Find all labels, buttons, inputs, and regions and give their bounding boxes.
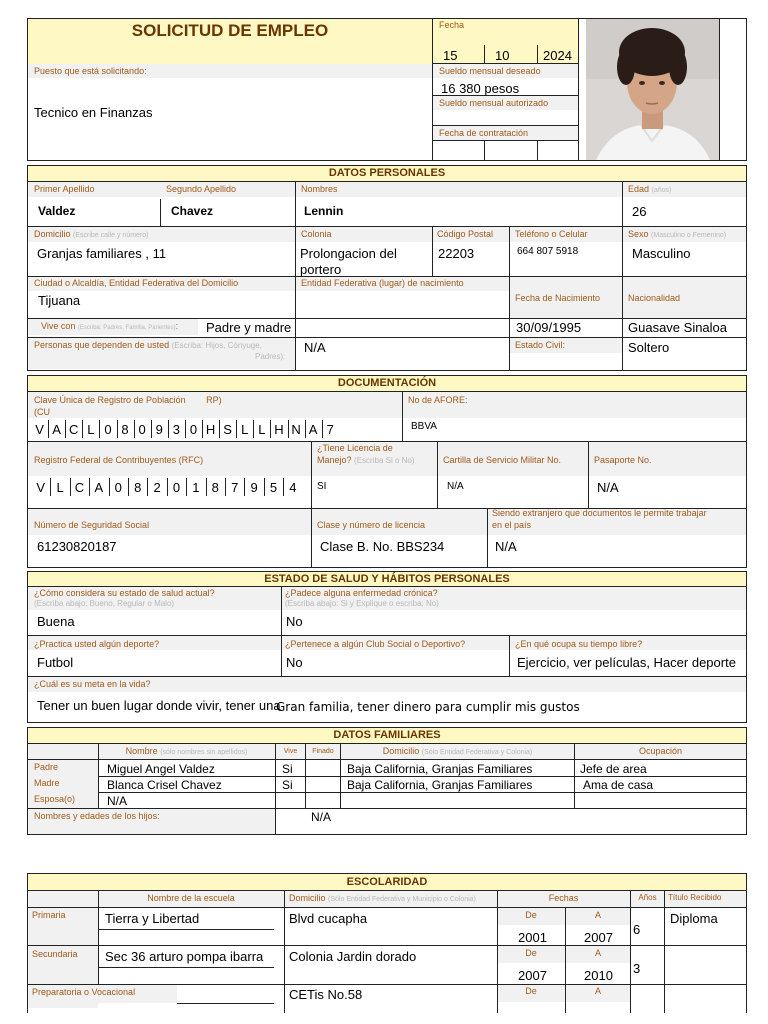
colonia-label: Colonia [301, 229, 332, 239]
char-divider [48, 420, 49, 438]
char-divider [167, 478, 168, 496]
curp-field[interactable] [33, 418, 403, 440]
rfc-field[interactable] [33, 476, 311, 508]
fecha-month[interactable]: 10 [495, 48, 510, 63]
tiempo-field[interactable]: Ejercicio, ver películas, Hacer deporte [517, 655, 736, 670]
vive-con-label: Vive con (Escriba: Padres, Familia, Parientes): [41, 321, 179, 331]
family-ocupacion-header: Ocupación [638, 746, 683, 756]
curp-char[interactable]: V [35, 422, 44, 437]
char-divider [288, 420, 289, 438]
curp-char[interactable]: 8 [121, 422, 129, 437]
char-divider [50, 478, 51, 496]
curp-char[interactable]: 9 [155, 422, 163, 437]
school-a-label: A [594, 986, 601, 996]
rfc-char[interactable]: 0 [114, 480, 122, 495]
curp-char[interactable]: N [291, 422, 301, 437]
primer-apellido-field[interactable]: Valdez [38, 204, 76, 218]
school-dom[interactable]: Blvd cucapha [289, 911, 368, 926]
afore-label: No de AFORE: [408, 395, 468, 405]
curp-char[interactable]: A [52, 422, 61, 437]
family-rel: Padre [34, 762, 59, 772]
meta-field-a[interactable]: Tener un buen lugar donde vivir, tener una [37, 698, 281, 713]
curp-char[interactable]: C [69, 422, 79, 437]
school-a-label: A [594, 910, 601, 920]
family-dom[interactable]: Baja California, Granjas Familiares [347, 762, 533, 776]
curp-char[interactable]: 0 [189, 422, 198, 437]
family-vive-header: Vive [283, 748, 298, 755]
afore-field[interactable]: BBVA [411, 421, 437, 432]
char-divider [99, 420, 100, 438]
ciudad-label: Ciudad o Alcaldía, Entidad Federativa del Domicilio [34, 278, 239, 288]
licencia-label-2: Manejo? (Escriba Si o No) [317, 455, 415, 465]
colonia-field-line2[interactable]: portero [300, 262, 342, 277]
domicilio-field[interactable]: Granjas familiares , 11 [37, 246, 167, 261]
char-divider [134, 420, 135, 438]
clase-licencia-label: Clase y número de licencia [317, 520, 426, 530]
school-years[interactable]: 6 [633, 922, 641, 937]
char-divider [89, 478, 90, 496]
rfc-char[interactable]: 8 [211, 480, 219, 495]
fecha-nacimiento-field[interactable]: 30/09/1995 [516, 320, 582, 335]
curp-char[interactable]: 3 [172, 422, 180, 437]
char-divider [202, 420, 203, 438]
char-divider [219, 420, 220, 438]
school-section-title: ESCOLARIDAD [346, 876, 428, 888]
applicant-photo [586, 19, 719, 160]
health-section-title: ESTADO DE SALUD Y HÁBITOS PERSONALES [264, 573, 510, 585]
pasaporte-field[interactable]: N/A [597, 480, 619, 495]
fecha-label: Fecha [439, 20, 465, 30]
rfc-char[interactable]: 2 [153, 480, 161, 495]
school-years[interactable]: 3 [633, 961, 641, 976]
char-divider [147, 478, 148, 496]
family-vive[interactable]: Si [282, 778, 293, 792]
puesto-label: Puesto que está solicitando: [34, 66, 147, 76]
sueldo-deseado-field[interactable]: 16 380 pesos [441, 81, 520, 96]
school-to[interactable]: 2010 [584, 968, 613, 983]
cartilla-label: Cartilla de Servicio Militar No. [443, 455, 562, 465]
extranjero-label: Siendo extranjero que documentos le permite trabajar [492, 508, 707, 518]
form-title: SOLICITUD DE EMPLEO [131, 21, 329, 40]
family-rel: Madre [34, 778, 60, 788]
char-divider [186, 478, 187, 496]
nacionalidad-label: Nacionalidad [628, 293, 681, 303]
rfc-label: Registro Federal de Contribuyentes (RFC) [34, 455, 204, 465]
dependientes-hint: Padres): [255, 352, 286, 361]
char-divider [70, 478, 71, 496]
rfc-char[interactable]: 1 [192, 480, 200, 495]
club-label: ¿Pertenece a algún Club Social o Deportivo? [285, 639, 466, 649]
dependientes-label: Personas que dependen de usted (Escriba: Hijos, Cónyuge, [34, 340, 262, 350]
rfc-char[interactable]: 9 [250, 480, 258, 495]
curp-label: Clave Única de Registro de Población RP) [34, 395, 222, 405]
family-finado-header: Finado [312, 748, 334, 755]
salud-hint: (Escriba abajo: Bueno, Regular o Malo) [34, 599, 175, 608]
cronica-label: ¿Padece alguna enfermedad crónica? [285, 588, 438, 598]
school-to[interactable]: 2007 [584, 930, 613, 945]
school-name[interactable]: Tierra y Libertad [105, 911, 200, 926]
segundo-apellido-label: Segundo Apellido [166, 184, 237, 194]
char-divider [236, 420, 237, 438]
fecha-day[interactable]: 15 [443, 48, 458, 63]
family-nombre-header: Nombre (sólo nombres sin apellidos) [125, 746, 248, 756]
dependientes-field[interactable]: N/A [304, 340, 326, 355]
puesto-field[interactable]: Tecnico en Finanzas [34, 105, 153, 120]
club-field[interactable]: No [286, 655, 303, 670]
school-anos-header: Años [638, 893, 657, 902]
curp-char[interactable]: L [241, 422, 249, 437]
cp-field[interactable]: 22203 [438, 246, 475, 261]
telefono-label: Teléfono o Celular [515, 229, 588, 239]
telefono-field[interactable]: 664 807 5918 [517, 246, 579, 257]
school-dom[interactable]: Colonia Jardin dorado [289, 949, 417, 964]
char-divider [185, 420, 186, 438]
clase-licencia-field[interactable]: Clase B. No. BBS234 [320, 539, 445, 554]
meta-label: ¿Cuál es su meta en la vida? [34, 679, 151, 689]
char-divider [322, 420, 323, 438]
salud-field[interactable]: Buena [37, 614, 75, 629]
edad-label: Edad (años) [628, 184, 672, 194]
school-dom[interactable]: CETis No.58 [289, 987, 363, 1002]
pasaporte-label: Pasaporte No. [594, 455, 652, 465]
nombres-field[interactable]: Lennin [304, 204, 344, 218]
entidad-nacimiento-label: Entidad Federativa (lugar) de nacimiento [301, 278, 464, 288]
family-dom[interactable]: Baja California, Granjas Familiares [347, 778, 533, 792]
char-divider [253, 420, 254, 438]
rfc-char[interactable]: V [36, 480, 46, 495]
char-divider [305, 420, 306, 438]
school-a-label: A [594, 948, 601, 958]
nombres-label: Nombres [301, 184, 338, 194]
char-divider [109, 478, 110, 496]
family-section-title: DATOS FAMILIARES [333, 729, 441, 741]
curp-char[interactable]: S [223, 422, 232, 437]
edad-field[interactable]: 26 [632, 204, 647, 219]
char-divider [270, 420, 271, 438]
cronica-field[interactable]: No [286, 614, 303, 629]
school-from[interactable]: 2007 [518, 968, 547, 983]
extranjero-label-2: en el país [492, 520, 532, 530]
school-de-label: De [525, 986, 537, 996]
cartilla-field[interactable]: N/A [447, 481, 464, 492]
curp-char[interactable]: 0 [104, 422, 112, 437]
docs-section-title: DOCUMENTACIÓN [337, 377, 437, 389]
char-divider [65, 420, 66, 438]
rfc-char[interactable]: 5 [269, 480, 278, 495]
char-divider [264, 478, 265, 496]
family-rel: Esposa(o) [34, 794, 76, 804]
char-divider [128, 478, 129, 496]
rfc-char[interactable]: 7 [231, 480, 239, 495]
school-level: Primaria [32, 910, 66, 920]
cronica-hint: (Escriba abajo: Si y Explique o escriba: No) [285, 599, 439, 608]
rfc-char[interactable]: 8 [134, 480, 142, 495]
licencia-field[interactable]: SI [317, 481, 327, 492]
rfc-char[interactable]: 4 [289, 480, 297, 495]
school-from[interactable]: 2001 [518, 930, 547, 945]
tiempo-label: ¿En qué ocupa su tiempo libre? [515, 639, 643, 649]
sexo-label: Sexo (Masculino o Femenino) [628, 229, 727, 239]
extranjero-field[interactable]: N/A [495, 539, 517, 554]
curp-char[interactable]: L [87, 422, 95, 437]
cp-label: Código Postal [437, 229, 494, 239]
char-divider [117, 420, 118, 438]
fecha-contratacion-label: Fecha de contratación [439, 128, 529, 138]
family-ocup[interactable]: Jefe de area [580, 762, 647, 776]
fecha-year[interactable]: 2024 [543, 48, 572, 63]
school-escuela-header: Nombre de la escuela [147, 893, 235, 903]
char-divider [82, 420, 83, 438]
meta-field-b[interactable]: Gran familia, tener dinero para cumplir mis gustos [276, 700, 580, 714]
school-de-label: De [525, 910, 537, 920]
sueldo-autorizado-label: Sueldo mensual autorizado [439, 98, 549, 108]
personal-section-title: DATOS PERSONALES [328, 167, 446, 179]
hijos-field[interactable]: N/A [311, 810, 332, 824]
nss-field[interactable]: 61230820187 [37, 539, 117, 554]
curp-label-cu: (CU [34, 407, 50, 417]
school-titulo-header: Título Recibido [668, 893, 722, 902]
family-name[interactable]: Blanca Crisel Chavez [107, 778, 222, 792]
curp-char[interactable]: 0 [138, 422, 146, 437]
char-divider [244, 478, 245, 496]
rfc-char[interactable]: A [94, 480, 104, 495]
family-domicilio-header: Domicilio (Sólo Entidad Federativa y Colonia) [382, 746, 533, 756]
sueldo-deseado-label: Sueldo mensual deseado [439, 66, 541, 76]
estado-civil-label: Estado Civil: [515, 340, 566, 350]
rfc-char[interactable]: C [74, 480, 85, 495]
colonia-field-line1[interactable]: Prolongacion del [300, 246, 397, 261]
curp-char[interactable]: L [258, 422, 266, 437]
estado-civil-field[interactable]: Soltero [628, 340, 670, 355]
school-domicilio-header: Domicilio (Sólo Entidad Federativa y Municipio o Colonia) [289, 893, 476, 903]
curp-char[interactable]: H [274, 422, 284, 437]
family-name[interactable]: Miguel Angel Valdez [107, 762, 215, 776]
char-divider [168, 420, 169, 438]
school-title[interactable]: Diploma [670, 911, 718, 926]
curp-char[interactable]: A [308, 422, 318, 437]
family-name[interactable]: N/A [107, 794, 128, 808]
school-level: Secundaria [32, 949, 78, 959]
family-ocup[interactable]: Ama de casa [583, 778, 654, 792]
primer-apellido-label: Primer Apellido [34, 184, 95, 194]
deporte-label: ¿Practica usted algún deporte? [34, 639, 160, 649]
school-level: Preparatoria o Vocacional [32, 987, 136, 997]
char-divider [206, 478, 207, 496]
family-vive[interactable]: Si [282, 762, 293, 776]
char-divider [151, 420, 152, 438]
deporte-field[interactable]: Futbol [37, 655, 74, 670]
school-name[interactable]: Sec 36 arturo pompa ibarra [105, 949, 264, 964]
school-fechas-header: Fechas [548, 893, 579, 903]
domicilio-label: Domicilio (Escribe calle y número) [34, 229, 149, 239]
sexo-field[interactable]: Masculino [632, 246, 691, 261]
hijos-label: Nombres y edades de los hijos: [34, 811, 160, 821]
licencia-label: ¿Tiene Licencia de [317, 443, 393, 453]
curp-char[interactable]: 7 [326, 422, 334, 437]
nss-label: Número de Seguridad Social [34, 520, 150, 530]
curp-char[interactable]: H [205, 422, 216, 437]
char-divider [225, 478, 226, 496]
char-divider [283, 478, 284, 496]
rfc-char[interactable]: 0 [172, 480, 181, 495]
ciudad-field[interactable]: Tijuana [38, 293, 81, 308]
vive-con-field[interactable]: Padre y madre [206, 320, 292, 335]
nacionalidad-field[interactable]: Guasave Sinaloa [628, 320, 728, 335]
segundo-apellido-field[interactable]: Chavez [171, 204, 214, 218]
rfc-char[interactable]: L [56, 480, 64, 495]
fecha-nacimiento-label: Fecha de Nacimiento [515, 293, 601, 303]
school-de-label: De [525, 948, 537, 958]
salud-label: ¿Cómo considera su estado de salud actual? [34, 588, 215, 598]
